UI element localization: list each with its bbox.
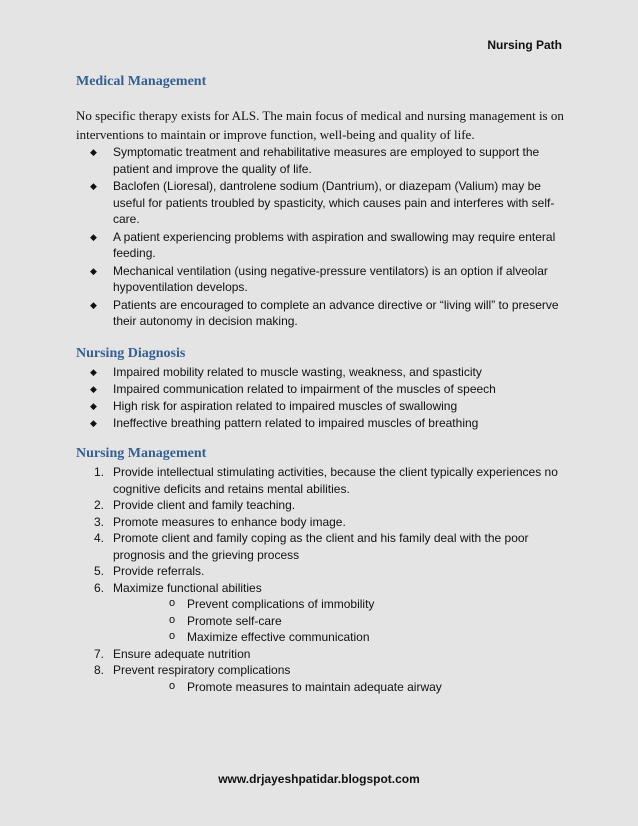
bullet-icon: ◆ <box>90 181 97 191</box>
sub-list <box>113 679 566 696</box>
list-item: ◆ Ineffective breathing pattern related to impaired muscles of breathing <box>90 415 479 430</box>
list-item: 3. Promote measures to enhance body image. <box>94 514 346 529</box>
list-item: ◆ Mechanical ventilation (using negative-pressure ventilators) is an option if alveolar hypoventilation develops. <box>90 263 548 294</box>
medical-intro-paragraph: No specific therapy exists for ALS. The main focus of medical and nursing management is on interventions to maintain or improve function, well-being and quality of life. <box>76 108 564 142</box>
circle-bullet-icon: o <box>169 613 176 626</box>
sub-list-item: o Promote self-care <box>169 613 282 628</box>
bullet-icon: ◆ <box>90 299 97 310</box>
sub-list-item: o Promote measures to maintain adequate airway <box>169 679 442 694</box>
list-item: 5. Provide referrals. <box>94 564 205 578</box>
list-item: 8. Prevent respiratory complications o Promote measures to maintain adequate airway <box>76 662 566 695</box>
sub-list-item: o Maximize effective communication <box>169 630 370 644</box>
list-item: 6. Maximize functional abilities o Prevent complications of immobility o Promote self-care o Maximize effective communication <box>76 580 566 646</box>
bullet-icon: ◆ <box>90 366 97 377</box>
page-header: Nursing Path <box>487 38 562 52</box>
content <box>76 72 566 695</box>
nursing-diagnosis-list <box>76 364 566 432</box>
list-item: ◆ Baclofen (Lioresal), dantrolene sodium (Dantrium), or diazepam (Valium) may be useful for patients troubled by spasticity, which causes pain and interferes with self-care. <box>90 179 555 226</box>
circle-bullet-icon: o <box>169 679 176 692</box>
bullet-icon: ◆ <box>90 400 97 411</box>
bullet-icon: ◆ <box>90 383 97 394</box>
nursing-management-list <box>76 464 566 695</box>
list-item: 7. Ensure adequate nutrition <box>94 646 251 661</box>
list-item: ◆ A patient experiencing problems with aspiration and swallowing may require enteral feeding. <box>90 229 556 260</box>
medical-management-list <box>76 144 566 330</box>
bullet-icon: ◆ <box>90 147 97 157</box>
circle-bullet-icon: o <box>169 630 176 642</box>
sub-list <box>113 596 566 646</box>
sub-list-item: o Prevent complications of immobility <box>169 597 375 611</box>
nursing-diagnosis-heading: Nursing Diagnosis <box>76 345 186 361</box>
footer-url: www.drjayeshpatidar.blogspot.com <box>218 772 420 786</box>
medical-management-heading: Medical Management <box>76 74 207 89</box>
list-item: ◆ Impaired mobility related to muscle wasting, weakness, and spasticity <box>90 364 482 379</box>
list-item: ◆ Impaired communication related to impairment of the muscles of speech <box>90 381 496 396</box>
circle-bullet-icon: o <box>169 597 176 609</box>
list-item: ◆ High risk for aspiration related to impaired muscles of swallowing <box>90 398 458 413</box>
bullet-icon: ◆ <box>90 417 97 428</box>
bullet-icon: ◆ <box>90 265 97 276</box>
list-item: ◆ Symptomatic treatment and rehabilitative measures are employed to support the patient and improve the quality of life. <box>90 145 540 176</box>
bullet-icon: ◆ <box>90 231 97 242</box>
list-item: 2. Provide client and family teaching. <box>94 498 296 512</box>
list-item: 1. Provide intellectual stimulating activities, because the client typically experiences no cognitive deficits and retains mental abilities. <box>94 465 558 496</box>
list-item: ◆ Patients are encouraged to complete an advance directive or “living will” to preserve their autonomy in decision making. <box>90 297 559 328</box>
nursing-management-heading: Nursing Management <box>76 446 207 461</box>
list-item: 4. Promote client and family coping as the client and his family deal with the poor prognosis and the grieving process <box>94 531 529 562</box>
